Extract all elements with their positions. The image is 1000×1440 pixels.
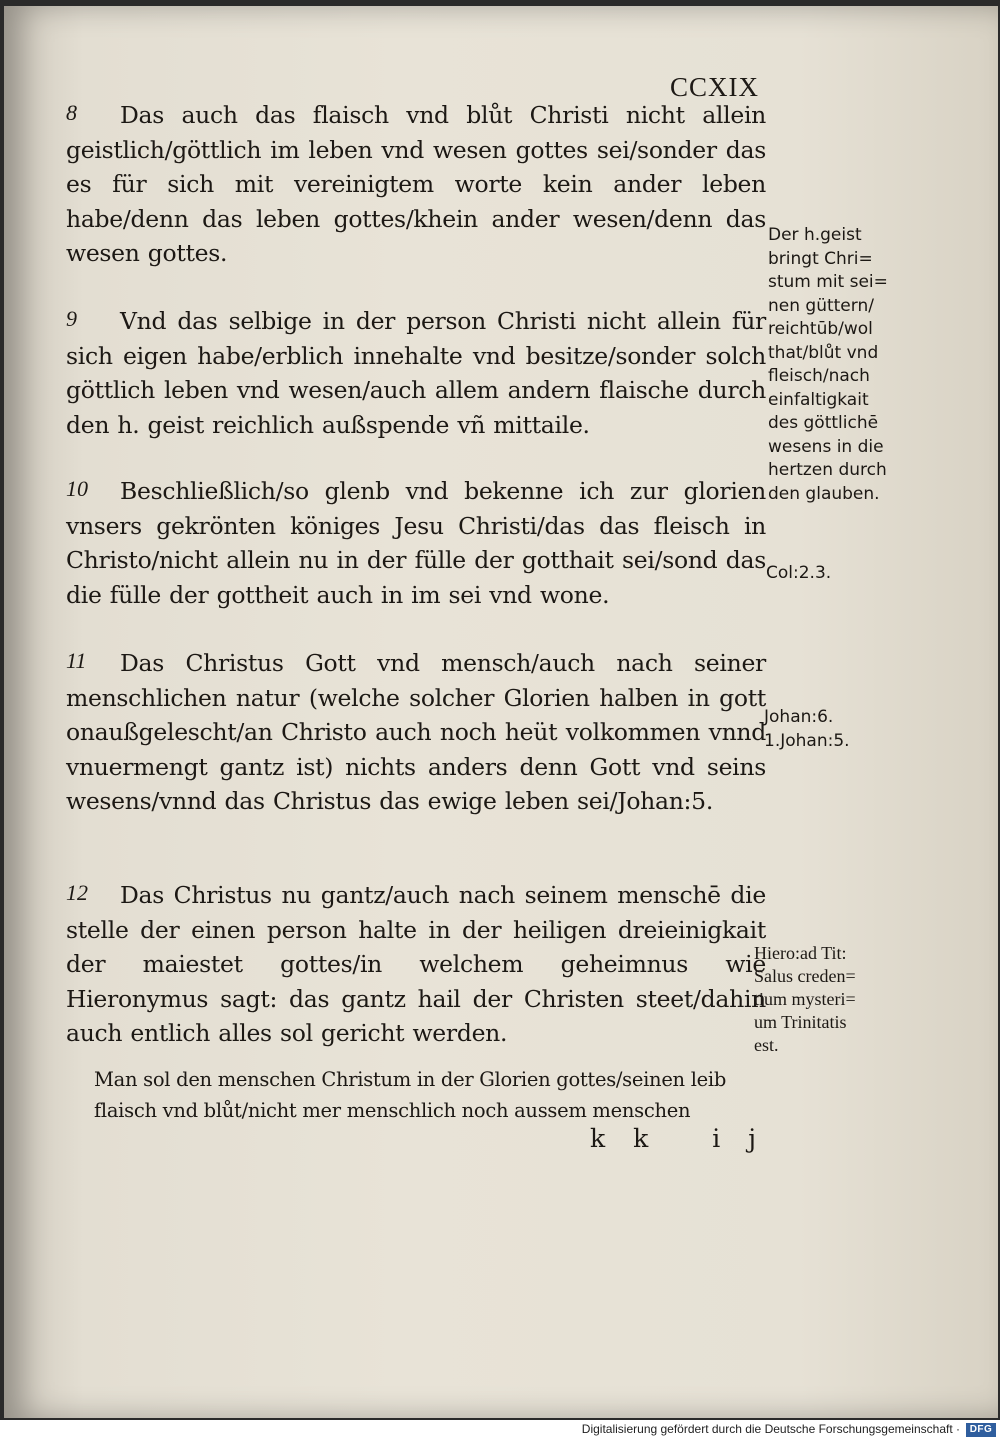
catchword-footnote: Man sol den menschen Christum in der Glorien gottes/seinen leib flaisch vnd blůt/nicht mer menschlich noch aussem menschen <box>94 1068 727 1122</box>
paragraph-text: Vnd das selbige in der person Christi nicht allein für sich eigen habe/erblich innehalte vnd besitze/sonder solch göttlich leben vnd wesen/auch allem andern flaische durch den h. geist reichlich außspende vñ mittaile. <box>66 307 766 439</box>
paragraph-text: Das auch das flaisch vnd blůt Christi nicht allein geistlich/göttlich im leben vnd wesen gottes sei/sonder das es für sich mit vereinigtem worte kein ander leben habe/denn das leben gottes/khein ander wesen/denn das wesen gottes. <box>66 101 766 268</box>
paragraph-9 <box>66 304 766 442</box>
book-page <box>4 6 998 1418</box>
margin-gloss-johan: Johan:6. 1.Johan:5. <box>764 707 850 751</box>
paragraph-number: 10 <box>66 476 88 501</box>
paragraph-8 <box>66 98 766 271</box>
paragraph-number: 12 <box>66 880 88 905</box>
dfg-logo: DFG <box>966 1423 996 1437</box>
signature-mark: kk ij <box>590 1124 784 1153</box>
margin-gloss-holy-spirit: Der h.geist bringt Chri= stum mit sei= nen güttern/ reichtūb/wol that/blůt vnd fleisch/nach einfaltigkait des göttlichē wesens in die hertzen durch den glauben. <box>768 225 888 504</box>
paragraph-11 <box>66 646 766 819</box>
footer-bar <box>0 1420 1000 1440</box>
paragraph-text: Das Christus nu gantz/auch nach seinem menschē die stelle der einen person halte in der heiligen dreieinigkait der maiestet gottes/in welchem geheimnus wie Hieronymus sagt: das gantz hail der Christen steet/dahin auch entlich alles sol gericht werden. <box>66 881 766 1048</box>
margin-gloss-hieronymus: Hiero:ad Tit: Salus creden= tium mysteri= um Trinitatis est. <box>754 943 856 1055</box>
paragraph-10 <box>66 474 766 612</box>
paragraph-12 <box>66 878 766 1051</box>
paragraph-text: Beschließlich/so glenb vnd bekenne ich zur glorien vnsers gekrönten königes Jesu Christi/das das fleisch in Christo/nicht allein nu in der fülle der gotthait sei/sond das die fülle der gottheit auch in im sei vnd wone. <box>66 477 766 609</box>
funding-credit: Digitalisierung gefördert durch die Deutsche Forschungsgemeinschaft · <box>581 1422 960 1436</box>
paragraph-text: Das Christus Gott vnd mensch/auch nach seiner menschlichen natur (welche solcher Glorien halben in gott onaußgelescht/an Christo auch noch heüt volkommen vnnd vnuermengt gantz ist) nichts anders denn Gott vnd seins wesens/vnnd das Christus das ewige leben sei/Johan:5. <box>66 649 766 816</box>
paragraph-number: 9 <box>66 306 77 331</box>
folio-number: CCXIX <box>670 72 760 102</box>
margin-gloss-col: Col:2.3. <box>766 563 832 583</box>
paragraph-number: 11 <box>66 648 87 673</box>
paragraph-number: 8 <box>66 100 77 125</box>
